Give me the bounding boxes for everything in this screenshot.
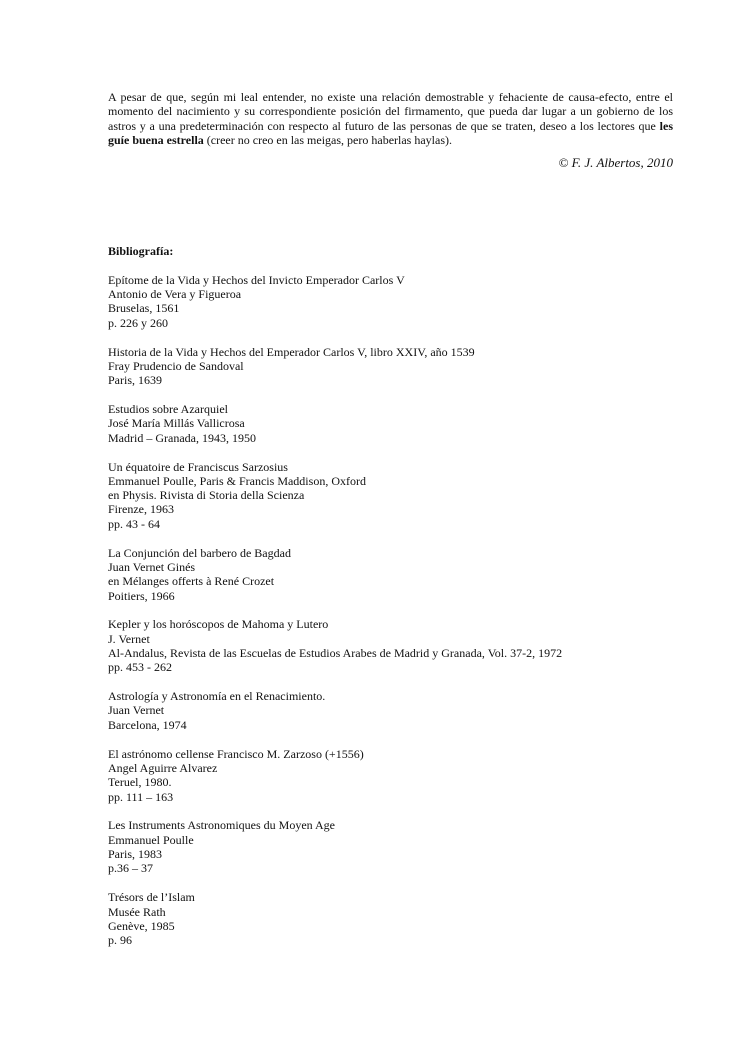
bibliography-entry-line: Juan Vernet Ginés <box>108 559 196 574</box>
bibliography-entry-line: pp. 111 – 163 <box>108 789 174 804</box>
bibliography-entry-line: Al-Andalus, Revista de las Escuelas de Estudios Arabes de Madrid y Granada, Vol. 37-2, 1972 <box>108 645 563 660</box>
bibliography-entry <box>108 689 673 732</box>
bibliography-entry-line: La Conjunción del barbero de Bagdad <box>108 545 291 560</box>
bibliography-entry-line: Barcelona, 1974 <box>108 717 187 732</box>
bibliography-entry-line: Emmanuel Poulle, Paris & Francis Maddison, Oxford <box>108 473 366 488</box>
intro-bold-phrase: les guíe buena estrella <box>108 118 673 147</box>
bibliography-entry-line: Kepler y los horóscopos de Mahoma y Lutero <box>108 617 329 632</box>
bibliography-entry-line: p.36 – 37 <box>108 861 153 876</box>
bibliography-entry-line: en Physis. Rivista di Storia della Scienza <box>108 488 305 503</box>
bibliography-entry-line: Les Instruments Astronomiques du Moyen Age <box>108 818 335 833</box>
bibliography-entry-line: Astrología y Astronomía en el Renacimiento. <box>108 689 326 704</box>
bibliography-entry-line: Bruselas, 1561 <box>108 301 180 316</box>
bibliography-entry-line: Antonio de Vera y Figueroa <box>108 287 242 302</box>
bibliography-entry-line: en Mélanges offerts à René Crozet <box>108 574 275 589</box>
bibliography-entry-line: Paris, 1983 <box>108 847 162 862</box>
bibliography-entry-line: Paris, 1639 <box>108 373 162 388</box>
bibliography-entry <box>108 818 673 875</box>
bibliography-entry <box>108 345 673 388</box>
bibliography-entry <box>108 460 673 531</box>
bibliography-entry-line: p. 226 y 260 <box>108 315 168 330</box>
bibliography-entry-line: Genève, 1985 <box>108 918 175 933</box>
bibliography-entry-line: Angel Aguirre Alvarez <box>108 760 218 775</box>
bibliography-entry <box>108 617 673 674</box>
bibliography-entry-line: Trésors de l’Islam <box>108 890 195 905</box>
bibliography-entry-line: Juan Vernet <box>108 703 165 718</box>
bibliography-entry-line: Madrid – Granada, 1943, 1950 <box>108 430 256 445</box>
bibliography-entry-line: Musée Rath <box>108 904 166 919</box>
bibliography-entry <box>108 546 673 603</box>
bibliography-entry-line: Estudios sobre Azarquiel <box>108 402 228 417</box>
bibliography-list <box>108 273 673 948</box>
intro-text-after: (creer no creo en las meigas, pero haberlas haylas). <box>203 132 452 147</box>
bibliography-entry-line: p. 96 <box>108 933 132 948</box>
bibliography-entry-line: Teruel, 1980. <box>108 775 172 790</box>
intro-paragraph <box>108 90 673 147</box>
bibliography-heading: Bibliografía: <box>108 244 174 259</box>
bibliography-entry-line: Firenze, 1963 <box>108 502 174 517</box>
bibliography-entry <box>108 402 673 445</box>
bibliography-entry-line: Historia de la Vida y Hechos del Emperador Carlos V, libro XXIV, año 1539 <box>108 344 475 359</box>
bibliography-entry-line: Un équatoire de Franciscus Sarzosius <box>108 459 288 474</box>
bibliography-entry-line: pp. 43 - 64 <box>108 516 160 531</box>
bibliography-entry-line: pp. 453 - 262 <box>108 660 172 675</box>
bibliography-entry <box>108 890 673 947</box>
bibliography-entry <box>108 747 673 804</box>
bibliography-entry-line: José María Millás Vallicrosa <box>108 416 245 431</box>
intro-text-before: A pesar de que, según mi leal entender, no existe una relación demostrable y fehaciente de causa-efecto, entre el momento del nacimiento y su correspondiente posición del firmamento, que pueda dar lugar a un gobierno de los astros y a una predeterminación con respecto al futuro de las personas de que se traten, deseo a los lectores que <box>108 90 673 133</box>
bibliography-entry-line: Fray Prudencio de Sandoval <box>108 358 244 373</box>
bibliography-entry-line: Epítome de la Vida y Hechos del Invicto Emperador Carlos V <box>108 272 405 287</box>
bibliography-entry-line: Poitiers, 1966 <box>108 588 175 603</box>
bibliography-entry <box>108 273 673 330</box>
bibliography-entry-line: El astrónomo cellense Francisco M. Zarzoso (+1556) <box>108 746 364 761</box>
document-page <box>108 90 673 962</box>
author-signature: © F. J. Albertos, 2010 <box>558 155 673 171</box>
bibliography-entry-line: Emmanuel Poulle <box>108 832 194 847</box>
bibliography-entry-line: J. Vernet <box>108 631 150 646</box>
